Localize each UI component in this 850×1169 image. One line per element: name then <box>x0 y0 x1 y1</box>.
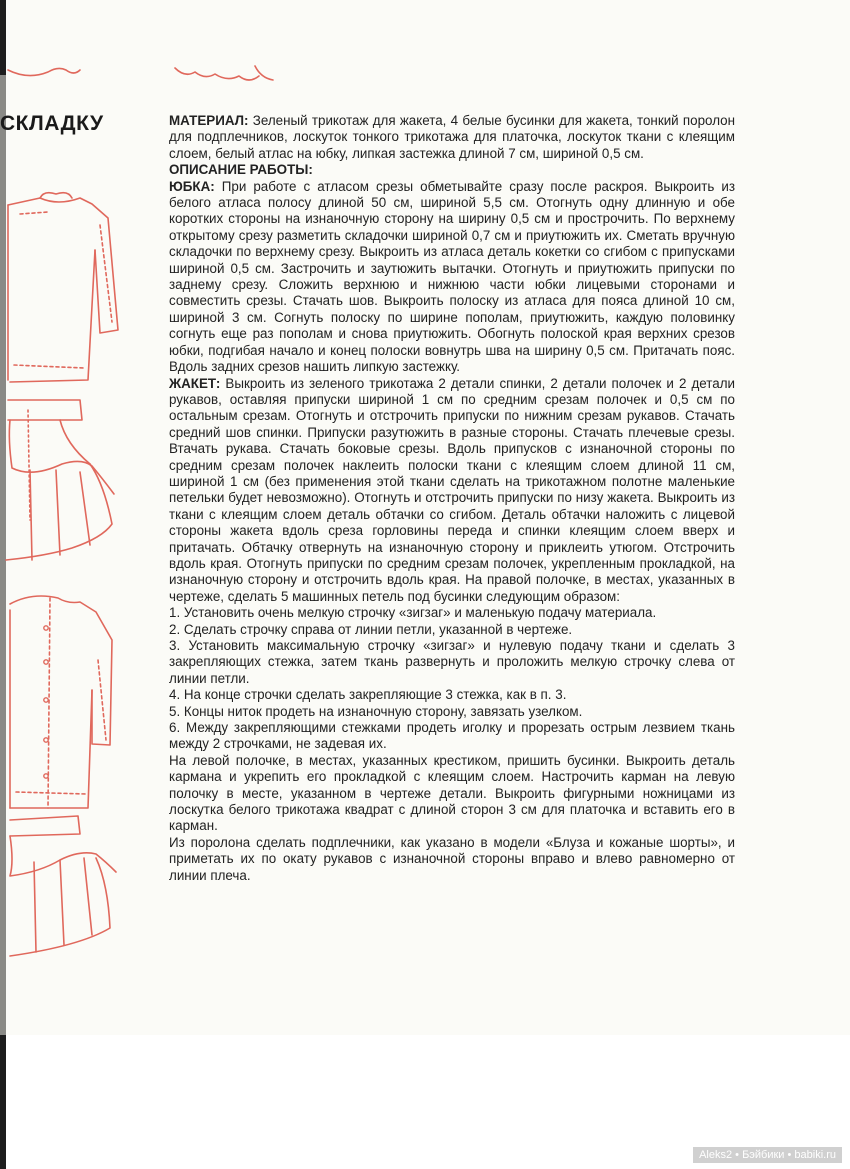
jacket-back <box>10 596 112 745</box>
section-label: МАТЕРИАЛ: <box>169 113 249 128</box>
page-heading-fragment: СКЛАДКУ <box>0 112 104 135</box>
paragraph-text: 2. Сделать строчку справа от линии петли, указанной в чертеже. <box>169 621 573 637</box>
skirt-front-belt <box>8 400 82 420</box>
paragraph <box>169 687 735 703</box>
button-marks <box>44 626 48 778</box>
paragraph <box>169 179 735 376</box>
section-label: ЖАКЕТ: <box>169 375 221 391</box>
paragraph-text: Зеленый трикотаж для жакета, 4 белые бусинки для жакета, тонкий поролон для подплечников, лоскуток тонкого трикотажа для платочка, лоскуток ткани с клеящим слоем, белый атлас на юбку, липкая застежка длиной 7 см, шириной 0,5 см. <box>169 113 735 161</box>
paragraph <box>169 704 735 720</box>
paragraph <box>169 376 735 606</box>
section-label: ЮБКА: <box>169 178 215 194</box>
paragraph-text: 3. Установить максимальную строчку «зигзаг» и нулевую подачу ткани и сделать 3 закрепляющих стежка, затем ткань развернуть и проложить мелкую строчку слева от линии петли. <box>169 638 735 686</box>
paragraph <box>169 113 735 162</box>
paragraph <box>169 720 735 753</box>
watermark: Aleks2 • Бэйбики • babiki.ru <box>693 1147 842 1163</box>
article-text <box>169 113 735 884</box>
skirt-front-yoke <box>9 420 114 494</box>
paragraph <box>169 753 735 835</box>
paragraph-text: 5. Концы ниток продеть на изнаночную сторону, завязать узелком. <box>169 703 583 719</box>
top-sketch-collar <box>8 68 80 75</box>
paragraph-text: Из поролона сделать подплечники, как указано в модели «Блуза и кожаные шорты», и приметать их по окату рукавов с изнаночной стороны вправо и влево равномерно от линии плеча. <box>169 834 735 883</box>
paragraph <box>169 162 735 178</box>
paragraph <box>169 622 735 638</box>
jacket-front-right <box>8 198 118 333</box>
paragraph-text: 1. Установить очень мелкую строчку «зигзаг» и маленькую подачу материала. <box>169 605 657 621</box>
paragraph <box>169 638 735 687</box>
paragraph-text: Выкроить из зеленого трикотажа 2 детали спинки, 2 детали полочек и 2 детали рукавов, оставляя припуски шириной 1 см по средним срезам полочек и 0,5 см по остальным срезам. Отогнуть и отстрочить припуски по нижним срезам рукавов. Стачать средний шов спинки. Припуски разутюжить в разные стороны. Стачать плечевые срезы. Втачать рукава. Стачать боковые срезы. Вдоль припусков с изнаночной стороны по средним срезам полочек наклеить полоски ткани с клеящим слоем длиной 11 см, шириной 1 см (без применения этой ткани сделать на трикотажном полотне маленькие петельки будет невозможно). Отогнуть и отстрочить припуски по низу жакета. Выкроить из ткани с клеящим слоем деталь обтачки со сгибом. Деталь обтачки наложить с лицевой стороны жакета вдоль среза горловины переда и спинки клеящим слоем вверх и притачать. Обтачку отвернуть на изнаночную сторону и приклеить утюгом. Отстрочить вдоль края. Отогнуть припуски по средним срезам полочек, укрепленным прокладкой, на изнаночную сторону и отстрочить вдоль края. На правой полочке, в местах, указанных в чертеже, сделать 5 машинных петель под бусинки следующим образом: <box>169 375 735 604</box>
paragraph <box>169 835 735 884</box>
paragraph-text: 4. На конце строчки сделать закрепляющие 3 стежка, как в п. 3. <box>169 687 567 703</box>
paragraph-text: 6. Между закрепляющими стежками продеть иголку и прорезать острым лезвием ткань между 2 строчками, не задевая их. <box>169 720 735 752</box>
top-sketch-hem <box>175 68 259 80</box>
section-label: ОПИСАНИЕ РАБОТЫ: <box>169 162 313 178</box>
paragraph-text: При работе с атласом срезы обметывайте сразу после раскроя. Выкроить из белого атласа полосу длиной 50 см, шириной 5,5 см. Отогнуть одну длинную и обе коротких стороны на изнаночную сторону на ширину 0,5 см и прострочить. По верхнему открытому срезу разметить складочки шириной 0,7 см и приутюжить их. Сметать вручную складочки по верхнему срезу. Выкроить из атласа деталь кокетки со сгибом с припусками шириной 0,5 см. Застрочить и заутюжить вытачки. Отогнуть и приутюжить припуски по заднему срезу. Сложить верхнюю и нижнюю части юбки лицевыми сторонами и совместить срезы. Стачать шов. Выкроить полоску из атласа для пояса длиной 10 см, шириной 3 см. Согнуть полоску по ширине пополам, приутюжить, каждую половинку согнуть еще раз пополам и снова приутюжить. Обогнуть полоской края верхних срезов юбки, подгибая начало и конец полоски вовнутрь шва на ширину 0,5 см. Притачать пояс. Вдоль задних срезов нашить липкую застежку. <box>169 178 735 375</box>
paragraph-text: На левой полочке, в местах, указанных крестиком, пришить бусинки. Выкроить деталь кармана и укрепить его прокладкой с клеящим слоем. Настрочить карман на левую полочку в месте, указанном в чертеже детали. Выкроить фигурными ножницами из лоскутка белого трикотажа квадрат с длиной сторон 3 см для платочка и вставить его в карман. <box>169 752 735 834</box>
paragraph <box>169 605 735 621</box>
